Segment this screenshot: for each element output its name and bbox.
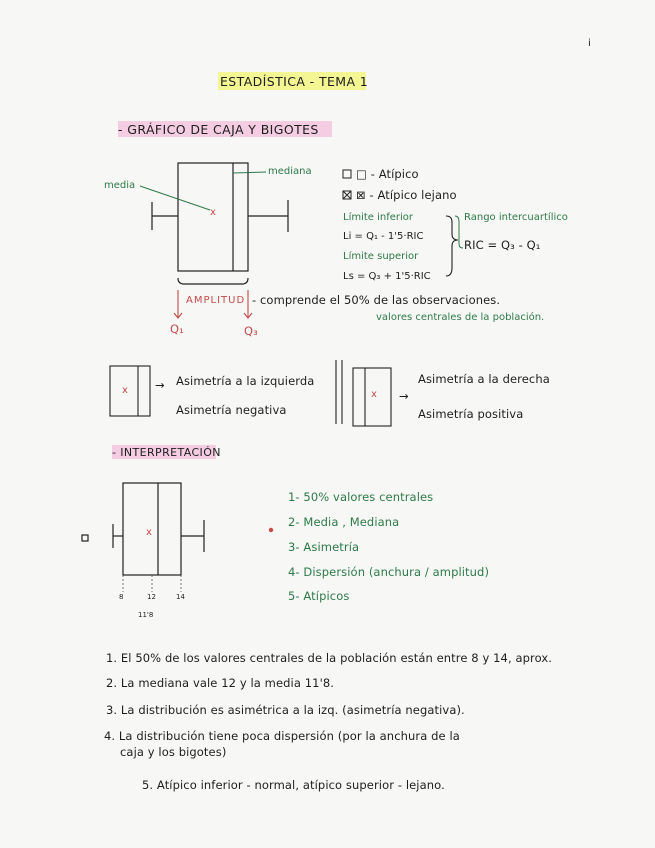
interpretacion-item-3: 3- Asimetría [288,540,360,554]
arrow-right: → [399,389,409,403]
arrow-left: → [155,378,165,392]
page-title: ESTADÍSTICA - TEMA 1 [220,74,369,89]
conclusion-4-cont: caja y los bigotes) [120,745,227,759]
interpretacion-item-5: 5- Atípicos [288,589,350,603]
limite-inferior-label: Límite inferior [343,212,414,223]
ric-formula: RIC = Q₃ - Q₁ [464,238,541,252]
conclusion-3: 3. La distribución es asimétrica a la izq. (asimetría negativa). [106,703,465,717]
tick-mean: 11'8 [138,611,154,619]
limite-superior-label: Límite superior [343,251,419,262]
conclusion-4: 4. La distribución tiene poca dispersión (por la anchura de la [104,729,460,743]
rango-intercuartilico-label: Rango intercuartílico [464,212,568,223]
legend-atipico: □ - Atípico [356,167,419,181]
limite-superior-formula: Ls = Q₃ + 1'5·RIC [343,271,431,282]
conclusion-5: 5. Atípico inferior - normal, atípico superior - lejano. [142,778,445,792]
q3-label: Q₃ [244,324,258,338]
boxplot-interpretacion [82,483,204,575]
conclusion-2: 2. La mediana vale 12 y la media 11'8. [106,676,335,690]
interpretacion-item-1: 1- 50% valores centrales [288,490,434,504]
mediana-label: mediana [268,166,312,177]
media-pointer [140,186,210,210]
amplitud-label: AMPLITUD [186,295,246,306]
page-number: i [588,38,591,49]
amplitud-description: - comprende el 50% de las observaciones. [252,293,501,307]
mediana-pointer [233,172,266,173]
limite-inferior-formula: Li = Q₁ - 1'5·RIC [343,231,424,242]
mean-mark: x [210,207,216,218]
asimetria-positiva: Asimetría positiva [418,407,524,421]
legend-atipico-lejano: ⊠ - Atípico lejano [356,188,457,202]
interpretacion-item-2: 2- Media , Mediana [288,515,400,529]
tick-8: 8 [119,593,124,601]
amplitud-green-note: valores centrales de la población. [376,312,545,323]
interpretacion-mean-mark: x [146,527,152,538]
asimetria-derecha: Asimetría a la derecha [418,372,550,386]
section-heading-boxplot: - GRÁFICO DE CAJA Y BIGOTES [118,122,319,137]
dotted-ticks [123,575,181,592]
q1-label: Q₁ [170,322,184,336]
red-dot [269,528,273,532]
asimetria-right-mark: x [371,389,377,400]
asimetria-left-mark: x [122,385,128,396]
media-label: media [104,180,136,191]
limites-brace [446,216,458,276]
tick-12: 12 [147,593,156,601]
atipico-icon [343,170,351,178]
asimetria-izquierda: Asimetría a la izquierda [176,374,315,388]
section-heading-interpretacion: - INTERPRETACIÓN [112,446,221,459]
tick-14: 14 [176,593,185,601]
conclusion-1: 1. El 50% de los valores centrales de la población están entre 8 y 14, aprox. [106,651,553,665]
asimetria-negativa: Asimetría negativa [176,403,287,417]
boxplot-main [152,163,288,284]
interpretacion-item-4: 4- Dispersión (anchura / amplitud) [288,565,490,579]
